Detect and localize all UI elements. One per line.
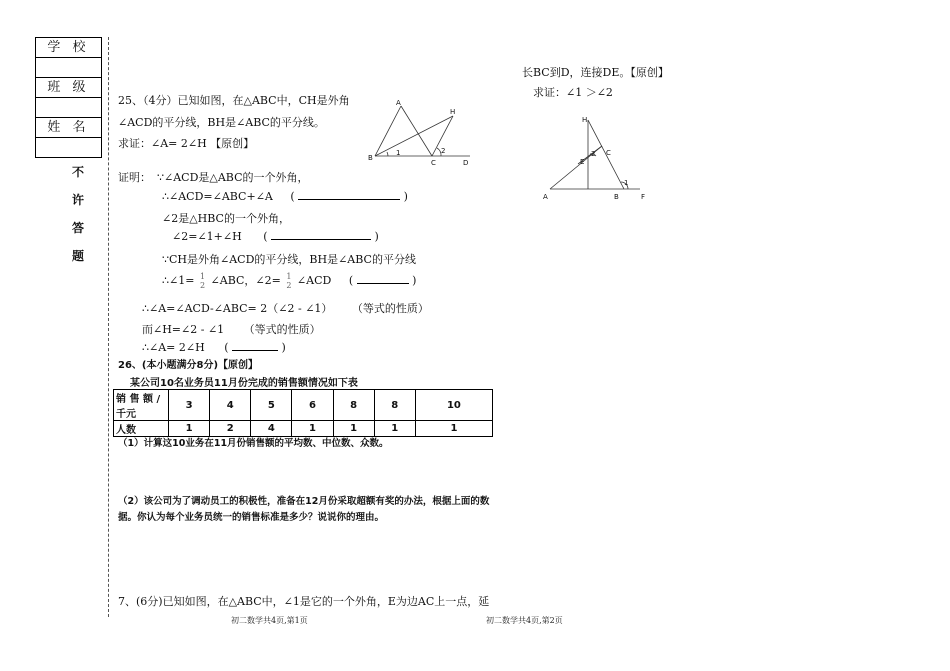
fig25-label-c: C [431,159,436,167]
q25-line2: ∠ACD的平分线，BH是∠ABC的平分线。 [118,116,325,129]
q25-step7 [142,300,429,316]
q25-step9 [142,341,286,354]
q25-step9-open: ( [224,341,229,354]
q25-step2-text: ∴∠ACD=∠ABC+∠A [162,190,273,203]
sales-cell: 8 [333,390,374,421]
fig27-label-h: H [582,116,588,124]
q25-step4-text: ∠2=∠1+∠H [172,230,242,243]
q25-step8 [142,321,321,337]
fig27-label-b: B [614,193,619,201]
q26-intro: 某公司10名业务员11月份完成的销售额情况如下表 [130,378,358,389]
q26-part2-line1: （2）该公司为了调动员工的积极性，准备在12月份采取超额有奖的办法，根据上面的数 [118,496,490,507]
count-cell: 4 [251,421,292,437]
class-label: 班 级 [36,78,101,98]
table-row [114,390,493,421]
fig27-label-e: E [580,158,585,166]
q25-step2-blank[interactable] [298,199,400,200]
q25-step2-close: ) [403,190,408,203]
fraction-half: 1 2 [199,272,206,290]
fraction-half: 1 2 [286,272,292,290]
q25-step8-reason: （等式的性质） [243,323,321,336]
count-header-cell: 人数 [114,421,169,437]
seal-fold-line [108,37,109,617]
q26-part2-line2: 据。你认为每个业务员统一的销售标准是多少？说说你的理由。 [118,512,385,523]
sales-cell: 5 [251,390,292,421]
seal-char: 答 [72,221,85,235]
q27-prove: 求证：∠1 ＞∠2 [533,86,613,99]
q27-line2: 长BC到D，连接DE。【原创】 [522,66,669,79]
sales-cell: 6 [292,390,333,421]
q25-step9-close: ) [281,341,286,354]
q25-step7-text: ∴∠A=∠ACD-∠ABC= 2（∠2 - ∠1） [142,302,333,315]
fig27-label-a: A [543,193,548,201]
q25-step7-reason: （等式的性质） [351,302,429,315]
q25-step4-close: ) [374,230,379,243]
q26-part1: （1）计算这10业务在11月份销售额的平均数、中位数、众数。 [118,438,389,449]
q25-prove: 求证：∠A= 2∠H 【原创】 [118,137,255,150]
name-field[interactable] [36,138,101,157]
q25-step9-text: ∴∠A= 2∠H [142,341,205,354]
q25-step6-blank[interactable] [357,283,409,284]
class-field[interactable] [36,98,101,118]
q25-step3: ∠2是△HBC的一个外角， [162,212,290,225]
q25-step9-blank[interactable] [232,350,278,351]
school-label: 学 校 [36,38,101,58]
sales-cell: 4 [210,390,251,421]
q26-title: 26、(本小题满分8分)【原创】 [118,360,259,371]
fig27-angle-1: 1 [624,179,629,187]
school-field[interactable] [36,58,101,78]
fig25-angle-2: 2 [441,147,446,155]
count-cell: 2 [210,421,251,437]
sales-cell: 3 [169,390,210,421]
q25-step6-a: ∴∠1= [162,274,195,287]
count-cell: 1 [333,421,374,437]
sales-cell: 8 [374,390,415,421]
q25-step4-open: ( [263,230,268,243]
q25-step6-c: ∠ACD [296,274,332,287]
q25-step4 [172,230,379,243]
page-footer-right: 初二数学共4页,第2页 [486,616,563,625]
fig27-label-c: C [606,149,611,157]
q27-figure [538,112,658,204]
q25-step6 [162,272,416,290]
q25-step6-b: ∠ABC，∠2= [210,274,281,287]
fig25-label-b: B [368,154,373,162]
sales-header-cell: 销 售 额 / 千元 [114,390,169,421]
count-cell: 1 [374,421,415,437]
fig25-label-d: D [463,159,469,167]
name-label: 姓 名 [36,118,101,138]
seal-char: 不 [72,165,85,179]
q25-title: 25、（4分）已知如图，在△ABC中，CH是外角 [118,94,350,107]
student-info-box [35,37,102,158]
q25-step2-open: ( [290,190,295,203]
count-cell: 1 [415,421,492,437]
q25-figure [365,96,475,168]
seal-char: 题 [72,249,85,263]
q25-proof-intro: 证明： [118,171,151,184]
q25-step4-blank[interactable] [271,239,371,240]
sales-table [113,389,493,437]
sales-cell: 10 [415,390,492,421]
fig25-label-h: H [450,108,456,116]
q25-step8-text: 而∠H=∠2 - ∠1 [142,323,225,336]
seal-char: 许 [72,193,85,207]
q25-step6-open: ( [348,274,354,287]
q25-step6-close: ) [412,274,417,287]
fig25-angle-1: 1 [396,149,401,157]
fig27-angle-2: 2 [591,150,596,158]
page-footer-left: 初二数学共4页,第1页 [231,616,308,625]
q27-line1: 7、(6分)已知如图，在△ABC中，∠1是它的一个外角，E为边AC上一点，延 [118,595,490,608]
q25-step2 [162,190,408,203]
count-cell: 1 [169,421,210,437]
fig25-label-a: A [396,99,401,107]
fig27-label-f: F [641,193,646,201]
count-cell: 1 [292,421,333,437]
q25-step5: ∵CH是外角∠ACD的平分线，BH是∠ABC的平分线 [162,253,416,266]
q25-step1: ∵∠ACD是△ABC的一个外角， [157,171,309,184]
